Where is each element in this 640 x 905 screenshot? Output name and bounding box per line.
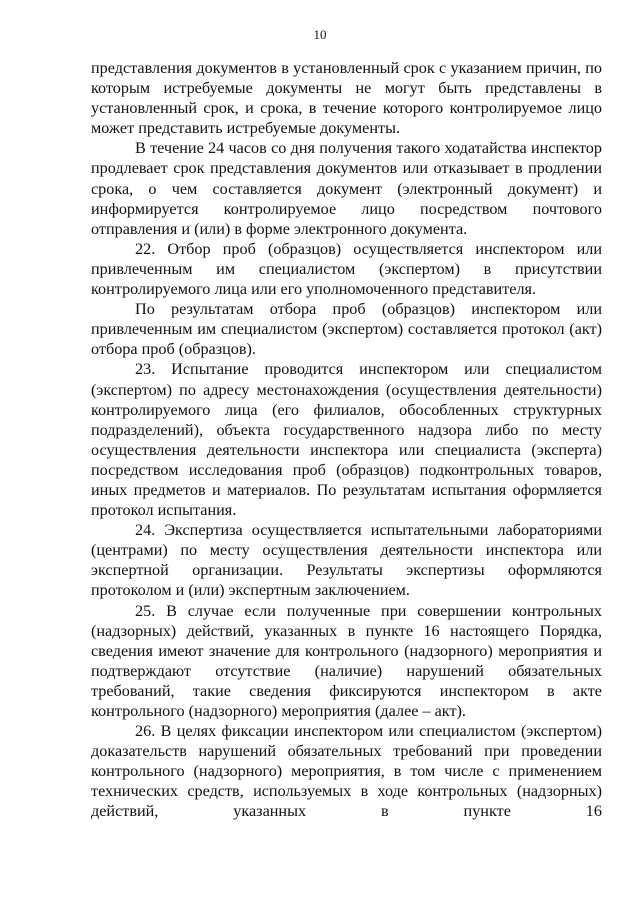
paragraph: 22. Отбор проб (образцов) осуществляется инспектором или привлеченным им специалистом (экспертом) в присутствии контролируемого лица или его уполномоченного представителя. xyxy=(91,239,602,299)
page-number: 10 xyxy=(313,27,327,42)
paragraph: 23. Испытание проводится инспектором или специалистом (экспертом) по адресу местонахождения (осуществления деятельности) контролируемого лица (его филиалов, обособленных структурных подразделений), объекта государственного надзора либо по месту осуществления деятельности инспектора или специалиста (эксперта) посредством исследования проб (образцов) подконтрольных товаров, иных предметов и материалов. По результатам испытания оформляется протокол испытания. xyxy=(91,360,602,520)
paragraph: По результатам отбора проб (образцов) инспектором или привлеченным им специалистом (экспертом) составляется протокол (акт) отбора проб (образцов). xyxy=(91,300,602,359)
paragraph: 26. В целях фиксации инспектором или специалистом (экспертом) доказательств нарушений обязательных требований при проведении контрольного (надзорного) мероприятия, в том числе с применением технических средств, используемых в ходе контрольных (надзорных) действий, указанных в пункте 16 xyxy=(91,722,602,821)
paragraph: представления документов в установленный срок с указанием причин, по которым истребуемые документы не могут быть представлены в установленный срок, и срока, в течение которого контролируемое лицо может представить истребуемые документы. xyxy=(91,59,602,138)
paragraph: 25. В случае если полученные при совершении контрольных (надзорных) действий, указанных в пункте 16 настоящего Порядка, сведения имеют значение для контрольного (надзорного) мероприятия и подтверждают отсутствие (наличие) нарушений обязательных требований, такие сведения фиксируются инспектором в акте контрольного (надзорного) мероприятия (далее – акт). xyxy=(91,601,602,720)
paragraph: 24. Экспертиза осуществляется испытательными лабораториями (центрами) по месту осуществления деятельности инспектора или экспертной организации. Результаты экспертизы оформляются протоколом и (или) экспертным заключением. xyxy=(91,521,602,600)
paragraph: В течение 24 часов со дня получения такого ходатайства инспектор продлевает срок представления документов или отказывает в продлении срока, о чем составляется документ (электронный документ) и информируется контролируемое лицо посредством почтового отправления и (или) в форме электронного документа. xyxy=(91,139,602,238)
document-body xyxy=(91,58,602,822)
